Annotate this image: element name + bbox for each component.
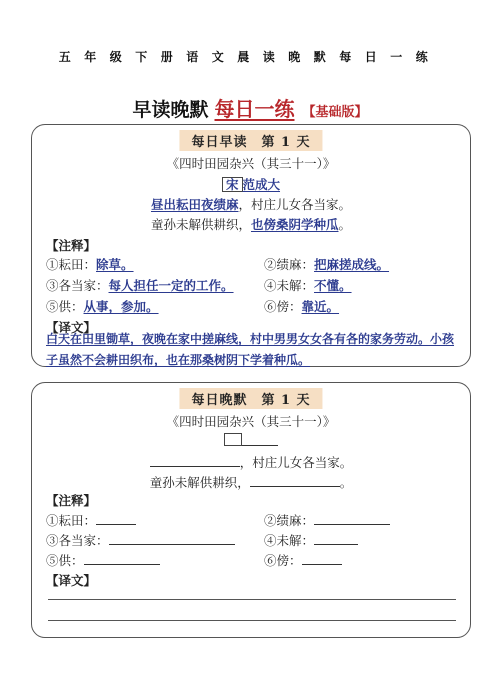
note-2 — [264, 255, 389, 273]
blank-note-2-term: ②绩麻： — [264, 513, 315, 528]
title-badge: 【基础版】 — [302, 105, 368, 120]
poem-line-2-end: 。 — [338, 217, 352, 232]
morning-notes-label: 【注释】 — [46, 238, 97, 253]
blank-note-6-field[interactable] — [302, 554, 342, 565]
morning-reading-card — [31, 124, 471, 367]
page-header: 五年级下册语文晨读晚默每日一练 — [58, 50, 442, 64]
poem-line-2-answer: 也傍桑阴学种瓜 — [250, 217, 339, 232]
blank-note-3 — [46, 531, 235, 549]
blank-note-6-term: ⑥傍： — [264, 553, 302, 568]
morning-day-label: 每日早读 第 1 天 — [179, 130, 322, 151]
note-2-term: ②绩麻： — [264, 257, 315, 272]
poem-line-2 — [32, 215, 470, 233]
dynasty-box: 宋 — [222, 177, 243, 192]
morning-translation-label: 【译文】 — [46, 320, 97, 335]
blank-note-1 — [46, 511, 136, 529]
author-name: 范成大 — [242, 177, 281, 192]
morning-author-line — [32, 175, 470, 193]
blank-note-4 — [264, 531, 358, 549]
note-1-meaning: 除草。 — [96, 257, 134, 272]
evening-author-line — [32, 433, 470, 449]
note-1 — [46, 255, 134, 273]
note-1-term: ①耘田： — [46, 257, 97, 272]
evening-line-2-end: 。 — [339, 475, 353, 490]
line-1-blank[interactable] — [150, 456, 240, 467]
author-blank[interactable] — [242, 435, 278, 446]
poem-line-1-answer: 昼出耘田夜绩麻 — [150, 197, 239, 212]
poem-line-2-start: 童孙未解供耕织， — [150, 217, 251, 232]
note-4-meaning: 不懂。 — [314, 278, 352, 293]
line-2-blank[interactable] — [250, 476, 340, 487]
note-6 — [264, 297, 339, 315]
evening-dictation-card — [31, 382, 471, 638]
blank-note-2 — [264, 511, 390, 529]
note-3-term: ③各当家： — [46, 278, 109, 293]
evening-notes-label: 【注释】 — [46, 493, 97, 508]
evening-line-1-rest: ，村庄儿女各当家。 — [239, 455, 353, 470]
note-4-term: ④未解： — [264, 278, 315, 293]
blank-note-3-term: ③各当家： — [46, 533, 109, 548]
morning-poem-title: 《四时田园杂兴（其三十一）》 — [166, 156, 336, 171]
blank-note-5-field[interactable] — [84, 554, 160, 565]
title-main: 早读晚默 — [132, 99, 209, 121]
poem-line-1-rest: ，村庄儿女各当家。 — [238, 197, 352, 212]
note-6-term: ⑥傍： — [264, 299, 302, 314]
blank-note-1-term: ①耘田： — [46, 513, 97, 528]
blank-note-1-field[interactable] — [96, 514, 136, 525]
note-5-term: ⑤供： — [46, 299, 84, 314]
note-6-meaning: 靠近。 — [301, 299, 340, 314]
evening-poem-title: 《四时田园杂兴（其三十一）》 — [166, 414, 336, 429]
blank-note-2-field[interactable] — [314, 514, 390, 525]
evening-line-2 — [32, 473, 470, 491]
blank-note-6 — [264, 551, 342, 569]
note-3-meaning: 每人担任一定的工作。 — [108, 278, 234, 293]
translation-write-line-2[interactable] — [48, 620, 456, 621]
blank-note-4-field[interactable] — [314, 534, 358, 545]
blank-note-5-term: ⑤供： — [46, 553, 84, 568]
title-accent: 每日一练 — [214, 97, 295, 121]
evening-line-2-start: 童孙未解供耕织， — [149, 475, 250, 490]
note-2-meaning: 把麻搓成线。 — [314, 257, 390, 272]
blank-note-3-field[interactable] — [109, 534, 235, 545]
translation-write-line-1[interactable] — [48, 599, 456, 600]
note-5 — [46, 297, 159, 315]
blank-note-4-term: ④未解： — [264, 533, 315, 548]
morning-translation: 白天在田里锄草，夜晚在家中搓麻线，村中男男女女各有各的家务劳动。小孩子虽然不会耕田织布，也在那桑树阴下学着种瓜。 — [46, 332, 455, 367]
note-3 — [46, 276, 234, 294]
evening-translation-label: 【译文】 — [46, 573, 97, 588]
poem-line-1 — [32, 195, 470, 213]
dynasty-blank-box[interactable] — [224, 433, 242, 446]
note-4 — [264, 276, 352, 294]
evening-line-1 — [32, 453, 470, 471]
evening-day-label: 每日晚默 第 1 天 — [179, 388, 322, 409]
page-title — [0, 93, 500, 122]
blank-note-5 — [46, 551, 160, 569]
note-5-meaning: 从事，参加。 — [83, 299, 159, 314]
